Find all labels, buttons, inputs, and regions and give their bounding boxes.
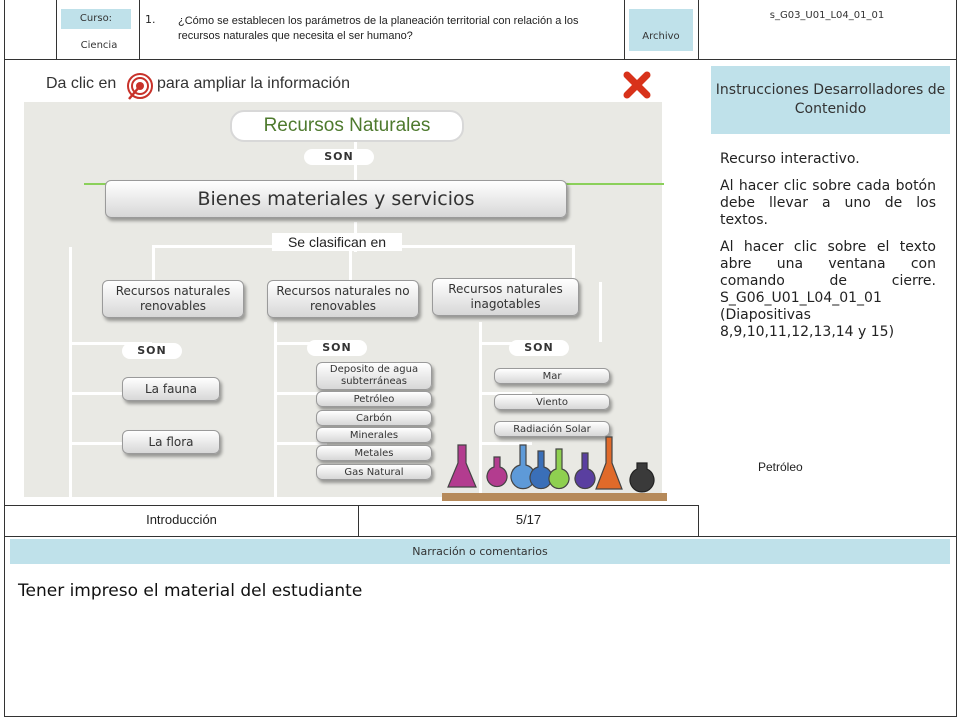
narration-text: Tener impreso el material del estudiante bbox=[18, 581, 363, 601]
instruction-before: Da clic en bbox=[46, 75, 117, 92]
category-renovables[interactable]: Recursos naturales renovables bbox=[102, 280, 244, 318]
narration-label: Narración o comentarios bbox=[10, 539, 950, 564]
question-text: ¿Cómo se establecen los parámetros de la planeación territorial con relación a los recursos naturales que necesita el ser humano? bbox=[178, 15, 579, 42]
instructions-title-text: Instrucciones Desarrolladores de Contenido bbox=[715, 82, 946, 117]
file-code: s_G03_U01_L04_01_01 bbox=[769, 10, 885, 21]
item-carbon[interactable]: Carbón bbox=[316, 410, 432, 426]
item-radiacion[interactable]: Radiación Solar bbox=[494, 421, 610, 437]
instructions-p3: Al hacer clic sobre el texto abre una ventana con comando de cierre. S_G06_U01_L04_01_01 (Diapositivas 8,9,10,11,12,13,14 y 15) bbox=[720, 239, 936, 340]
instructions-body bbox=[720, 151, 936, 341]
course-label: Curso: bbox=[61, 9, 131, 29]
bienes-button[interactable]: Bienes materiales y servicios bbox=[105, 180, 567, 218]
resources-diagram bbox=[22, 60, 699, 505]
close-icon[interactable] bbox=[622, 70, 652, 100]
clasifican-label: Se clasifican en bbox=[272, 233, 402, 251]
item-fauna[interactable]: La fauna bbox=[122, 377, 220, 401]
item-gas-natural[interactable]: Gas Natural bbox=[316, 464, 432, 480]
item-deposito[interactable]: Deposito de agua subterráneas bbox=[316, 362, 432, 390]
instructions-title bbox=[711, 66, 950, 134]
instructions-p1: Recurso interactivo. bbox=[720, 151, 860, 167]
item-minerales[interactable]: Minerales bbox=[316, 427, 432, 443]
lab-flasks-illustration bbox=[442, 435, 667, 503]
target-icon[interactable] bbox=[126, 72, 154, 102]
item-petroleo[interactable]: Petróleo bbox=[316, 391, 432, 407]
instruction-after: para ampliar la información bbox=[157, 75, 350, 92]
son-label-no-renovables: SON bbox=[307, 340, 367, 356]
page-indicator: 5/17 bbox=[515, 512, 542, 527]
category-no-renovables[interactable]: Recursos naturales no renovables bbox=[267, 280, 419, 318]
item-mar[interactable]: Mar bbox=[494, 368, 610, 384]
son-label-inagotables: SON bbox=[509, 340, 569, 356]
question-number: 1. bbox=[145, 13, 156, 26]
instructions-p2: Al hacer clic sobre cada botón debe llevar a uno de los textos. bbox=[720, 178, 936, 228]
item-metales[interactable]: Metales bbox=[316, 445, 432, 461]
category-inagotables[interactable]: Recursos naturales inagotables bbox=[432, 278, 579, 316]
subject-text: Ciencia bbox=[80, 40, 118, 51]
archivo-label: Archivo bbox=[629, 9, 693, 51]
item-flora[interactable]: La flora bbox=[122, 430, 220, 454]
section-label: Introducción bbox=[146, 512, 217, 527]
diagram-title[interactable]: Recursos Naturales bbox=[230, 110, 464, 142]
son-label-top: SON bbox=[304, 149, 374, 165]
item-viento[interactable]: Viento bbox=[494, 394, 610, 410]
son-label-renovables: SON bbox=[122, 343, 182, 359]
note-text: Petróleo bbox=[758, 460, 803, 474]
